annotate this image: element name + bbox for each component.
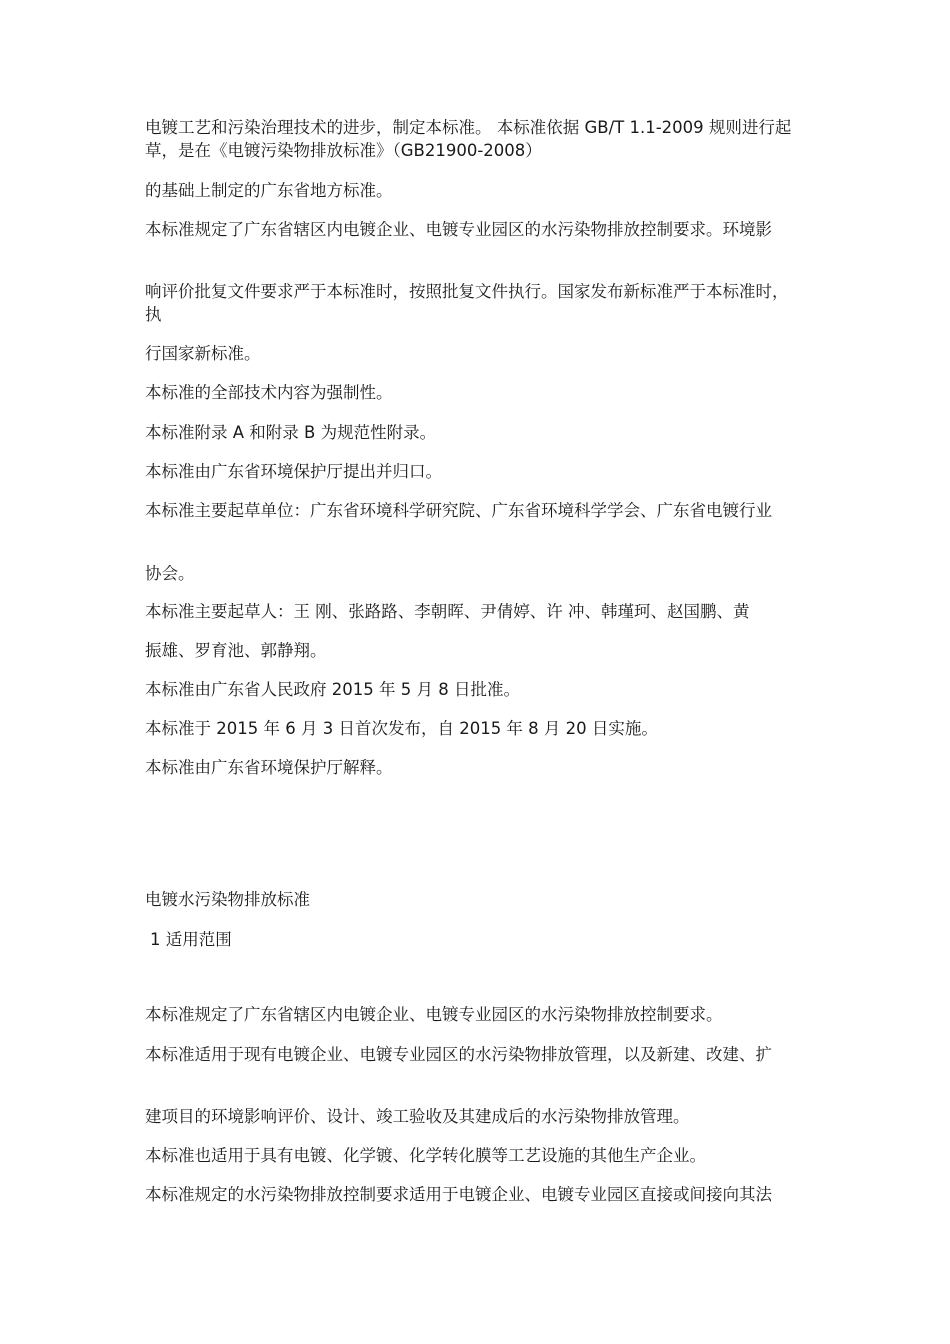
paragraph-discharge-requirements: 本标准规定的水污染物排放控制要求适用于电镀企业、电镀专业园区直接或间接向其法 [145,1185,772,1204]
section-heading-scope: 1 适用范围 [150,930,232,949]
paragraph-applicability-cont: 建项目的环境影响评价、设计、竣工验收及其建成后的水污染物排放管理。 [145,1107,690,1126]
paragraph-applicability: 本标准适用于现有电镀企业、电镀专业园区的水污染物排放管理，以及新建、改建、扩 [145,1045,772,1064]
paragraph-scope-summary: 本标准规定了广东省辖区内电镀企业、电镀专业园区的水污染物排放控制要求。 [145,1005,723,1024]
paragraph-appendix: 本标准附录 A 和附录 B 为规范性附录。 [145,423,437,442]
paragraph-approved-date: 本标准由广东省人民政府 2015 年 5 月 8 日批准。 [145,680,520,699]
paragraph-intro-basis: 电镀工艺和污染治理技术的进步，制定本标准。 本标准依据 GB/T 1.1-2009 规则进行起草，是在《电镀污染物排放标准》（GB21900-2008） [145,118,792,160]
paragraph-drafters-end: 振雄、罗育池、郭静翔。 [145,641,327,660]
paragraph-interpretation: 本标准由广东省环境保护厅解释。 [145,758,393,777]
paragraph-drafting-units: 本标准主要起草单位：广东省环境科学研究院、广东省环境科学学会、广东省电镀行业 [145,501,772,520]
document-title: 电镀水污染物排放标准 [145,890,310,909]
paragraph-other-enterprises: 本标准也适用于具有电镀、化学镀、化学转化膜等工艺设施的其他生产企业。 [145,1146,706,1165]
paragraph-local-standard: 的基础上制定的广东省地方标准。 [145,181,393,200]
paragraph-national-standard: 行国家新标准。 [145,344,261,363]
paragraph-proposed-by: 本标准由广东省环境保护厅提出并归口。 [145,462,442,481]
paragraph-release-date: 本标准于 2015 年 6 月 3 日首次发布，自 2015 年 8 月 20 日实施。 [145,719,658,738]
paragraph-drafters: 本标准主要起草人：王 刚、张路路、李朝晖、尹倩婷、许 冲、韩瑾珂、赵国鹏、黄 [145,602,750,621]
paragraph-approval-documents: 响评价批复文件要求严于本标准时，按照批复文件执行。国家发布新标准严于本标准时，执 [145,282,789,324]
paragraph-mandatory: 本标准的全部技术内容为强制性。 [145,383,393,402]
paragraph-drafting-units-end: 协会。 [145,564,195,583]
paragraph-scope-requirements: 本标准规定了广东省辖区内电镀企业、电镀专业园区的水污染物排放控制要求。环境影 [145,220,772,239]
